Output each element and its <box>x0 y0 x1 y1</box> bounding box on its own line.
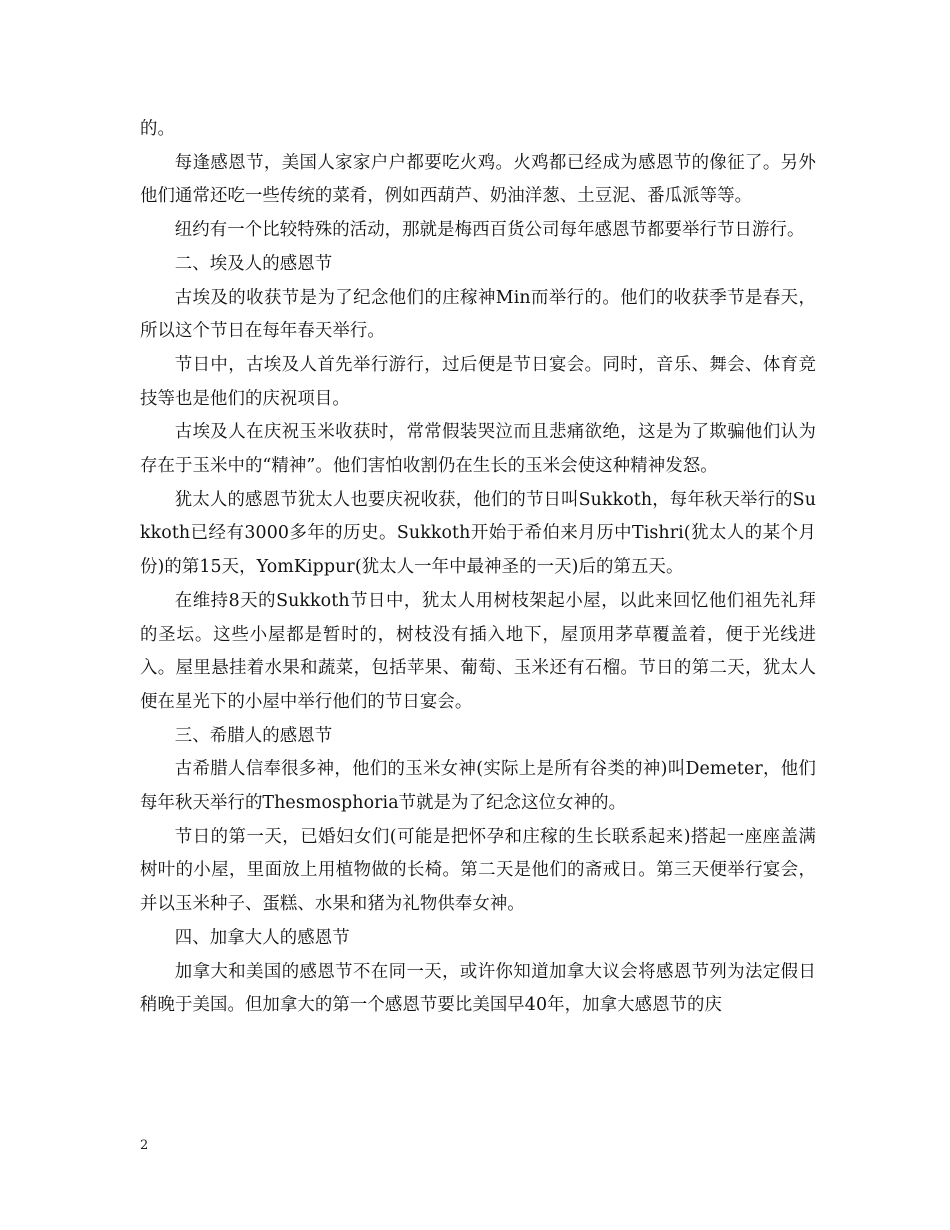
paragraph-egypt-celebration: 节日中，古埃及人首先举行游行，过后便是节日宴会。同时，音乐、舞会、体育竞技等也是他们的庆祝项目。 <box>140 354 816 409</box>
paragraph-jewish-sukkoth: 犹太人的感恩节犹太人也要庆祝收获，他们的节日叫Sukkoth，每年秋天举行的Sukkoth已经有3000多年的历史。Sukkoth开始于希伯来月历中Tishri(犹太人的某个月份)的第15天，YomKippur(犹太人一年中最神圣的一天)后的第五天。 <box>140 489 816 578</box>
section-heading-canada: 四、加拿大人的感恩节 <box>174 927 350 948</box>
section-heading-greece: 三、希腊人的感恩节 <box>174 725 333 746</box>
paragraph-greece-festival-days: 节日的第一天，已婚妇女们(可能是把怀孕和庄稼的生长联系起来)搭起一座座盖满树叶的小屋，里面放上用植物做的长椅。第二天是他们的斋戒日。第三天便举行宴会，并以玉米种子、蛋糕、水果和猪为礼物供奉女神。 <box>140 826 816 915</box>
paragraph-egypt-harvest: 古埃及的收获节是为了纪念他们的庄稼神Min而举行的。他们的收获季节是春天，所以这个节日在每年春天举行。 <box>140 287 816 342</box>
paragraph-sukkoth-huts: 在维持8天的Sukkoth节日中，犹太人用树枝架起小屋，以此来回忆他们祖先礼拜的圣坛。这些小屋都是暂时的，树枝没有插入地下，屋顶用茅草覆盖着，便于光线进入。屋里悬挂着水果和蔬菜，包括苹果、葡萄、玉米还有石榴。节日的第二天，犹太人便在星光下的小屋中举行他们的节日宴会。 <box>140 590 816 712</box>
paragraph-greece-demeter: 古希腊人信奉很多神，他们的玉米女神(实际上是所有谷类的神)叫Demeter，他们每年秋天举行的Thesmosphoria节就是为了纪念这位女神的。 <box>140 759 816 814</box>
paragraph-egypt-corn-spirit: 古埃及人在庆祝玉米收获时，常常假装哭泣而且悲痛欲绝，这是为了欺骗他们认为存在于玉米中的“精神”。他们害怕收割仍在生长的玉米会使这种精神发怒。 <box>140 422 816 477</box>
paragraph-turkey-tradition: 每逢感恩节，美国人家家户户都要吃火鸡。火鸡都已经成为感恩节的像征了。另外他们通常还吃一些传统的菜肴，例如西葫芦、奶油洋葱、土豆泥、番瓜派等等。 <box>140 152 816 207</box>
section-heading-egypt: 二、埃及人的感恩节 <box>174 253 333 274</box>
paragraph-continuation: 的。 <box>140 119 175 139</box>
page-number: 2 <box>140 1138 149 1153</box>
document-body <box>140 113 816 1023</box>
paragraph-canada-thanksgiving: 加拿大和美国的感恩节不在同一天，或许你知道加拿大议会将感恩节列为法定假日稍晚于美国。但加拿大的第一个感恩节要比美国早40年，加拿大感恩节的庆 <box>140 961 816 1016</box>
paragraph-macys-parade: 纽约有一个比较特殊的活动，那就是梅西百货公司每年感恩节都要举行节日游行。 <box>174 220 805 241</box>
